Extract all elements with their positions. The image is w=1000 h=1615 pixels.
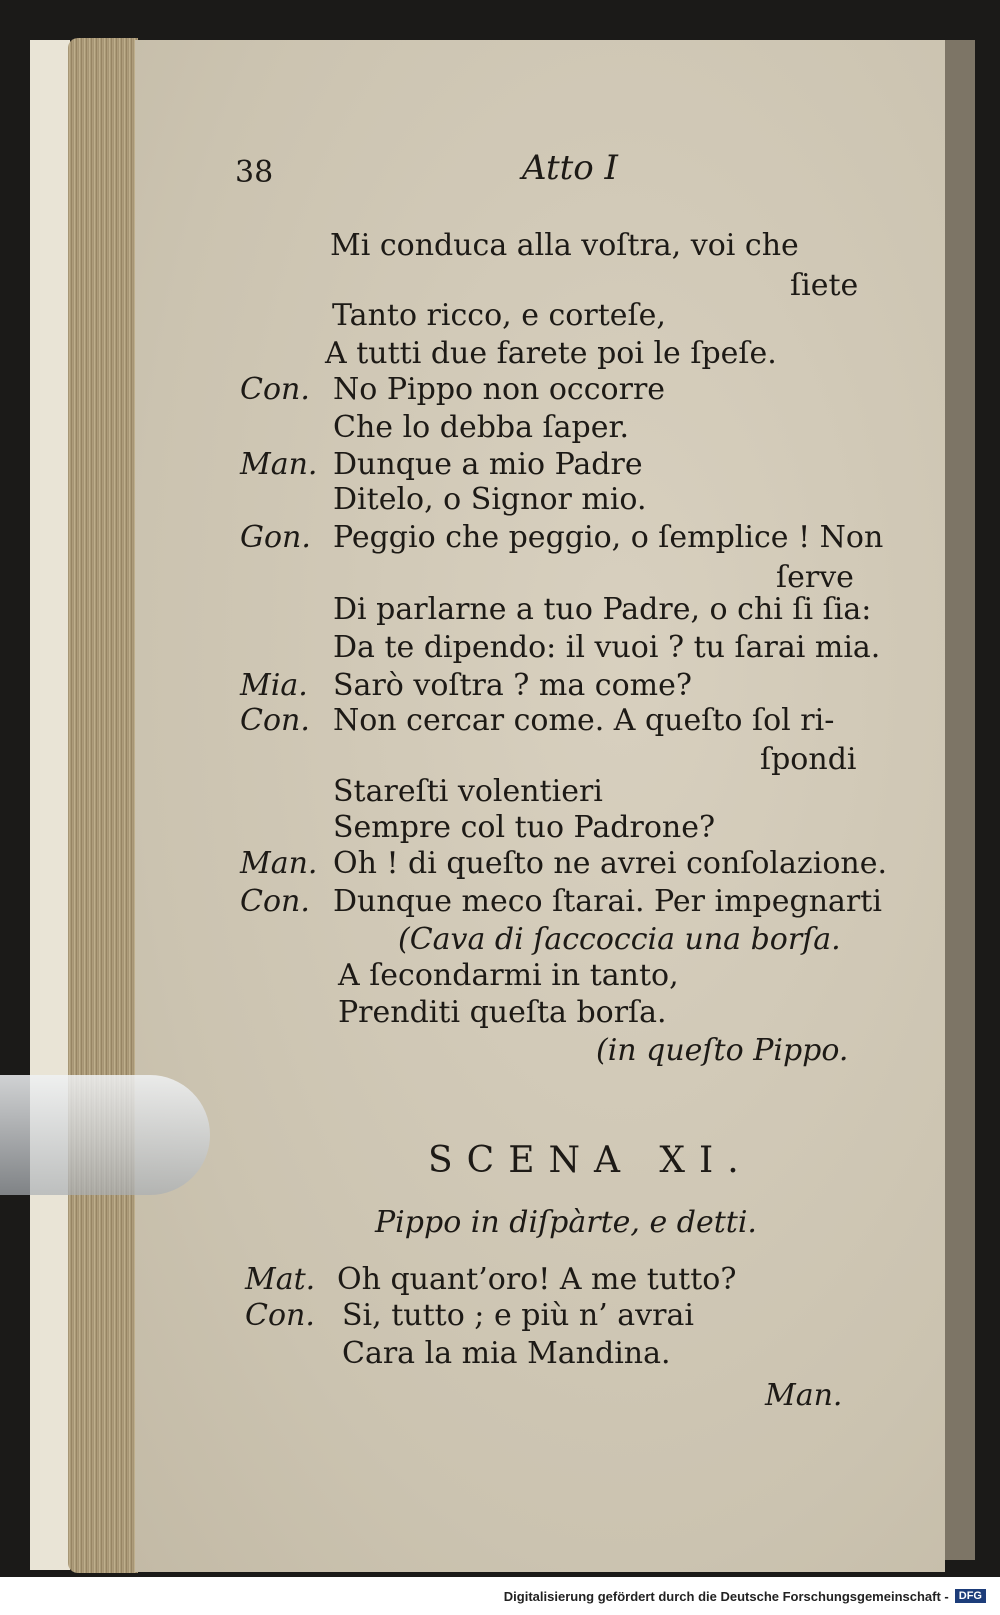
text-line: ſerve [776, 560, 854, 595]
speaker-label: Con. [240, 703, 310, 738]
speaker-label: Man. [240, 447, 318, 482]
footer-text: Digitalisierung gefördert durch die Deutsche Forschungsgemeinschaft - [503, 1588, 949, 1604]
text-line: Di parlarne a tuo Padre, o chi ſi ſia: [333, 592, 872, 627]
text-line: A ſecondarmi in tanto, [338, 958, 679, 993]
text-line: ſiete [790, 268, 859, 303]
text-line: Peggio che peggio, o ſemplice ! Non [333, 520, 884, 555]
footer-bar [0, 1577, 1000, 1615]
stage-direction: (in queſto Pippo. [596, 1033, 849, 1068]
page-number: 38 [235, 155, 274, 190]
stage-direction: (Cava di ſaccoccia una borſa. [398, 922, 841, 957]
catchword: Man. [765, 1378, 843, 1413]
text-line: Tanto ricco, e corteſe, [332, 298, 666, 333]
dfg-logo: DFG [955, 1589, 986, 1603]
text-line: Non cercar come. A queſto ſol ri- [333, 703, 835, 738]
text-line: Sarò voſtra ? ma come? [333, 668, 692, 703]
text-line: Sempre col tuo Padrone? [333, 810, 716, 845]
page-edges [68, 38, 138, 1573]
text-line: Oh ! di queſto ne avrei conſolazione. [333, 846, 887, 881]
text-line: Mi conduca alla voſtra, voi che [330, 228, 799, 263]
text-line: Dunque meco ſtarai. Per impegnarti [333, 884, 882, 919]
text-line: Stareſti volentieri [333, 774, 603, 809]
text-line: Cara la mia Mandina. [342, 1336, 671, 1371]
text-line: Si, tutto ; e più n’ avrai [342, 1298, 694, 1333]
background-block [30, 40, 70, 1570]
speaker-label: Con. [240, 372, 310, 407]
text-line: No Pippo non occorre [333, 372, 666, 407]
stage-direction: Pippo in diſpàrte, e detti. [375, 1205, 757, 1240]
text-line: ſpondi [760, 742, 857, 777]
text-line: Oh quant’oro! A me tutto? [337, 1262, 737, 1297]
speaker-label: Man. [240, 846, 318, 881]
speaker-label: Gon. [240, 520, 311, 555]
scene-heading: SCENA XI. [428, 1140, 753, 1181]
text-line: Che lo debba ſaper. [333, 410, 630, 445]
page-clip [0, 1075, 210, 1195]
book-edge-right [945, 40, 975, 1560]
speaker-label: Con. [245, 1298, 315, 1333]
text-line: Prenditi queſta borſa. [338, 995, 667, 1030]
text-line: Ditelo, o Signor mio. [333, 482, 647, 517]
running-head: Atto I [522, 148, 618, 188]
text-line: A tutti due farete poi le ſpeſe. [325, 336, 777, 371]
text-line: Da te dipendo: il vuoi ? tu ſarai mia. [333, 630, 881, 665]
speaker-label: Con. [240, 884, 310, 919]
speaker-label: Mat. [245, 1262, 316, 1297]
text-line: Dunque a mio Padre [333, 447, 643, 482]
speaker-label: Mia. [240, 668, 308, 703]
